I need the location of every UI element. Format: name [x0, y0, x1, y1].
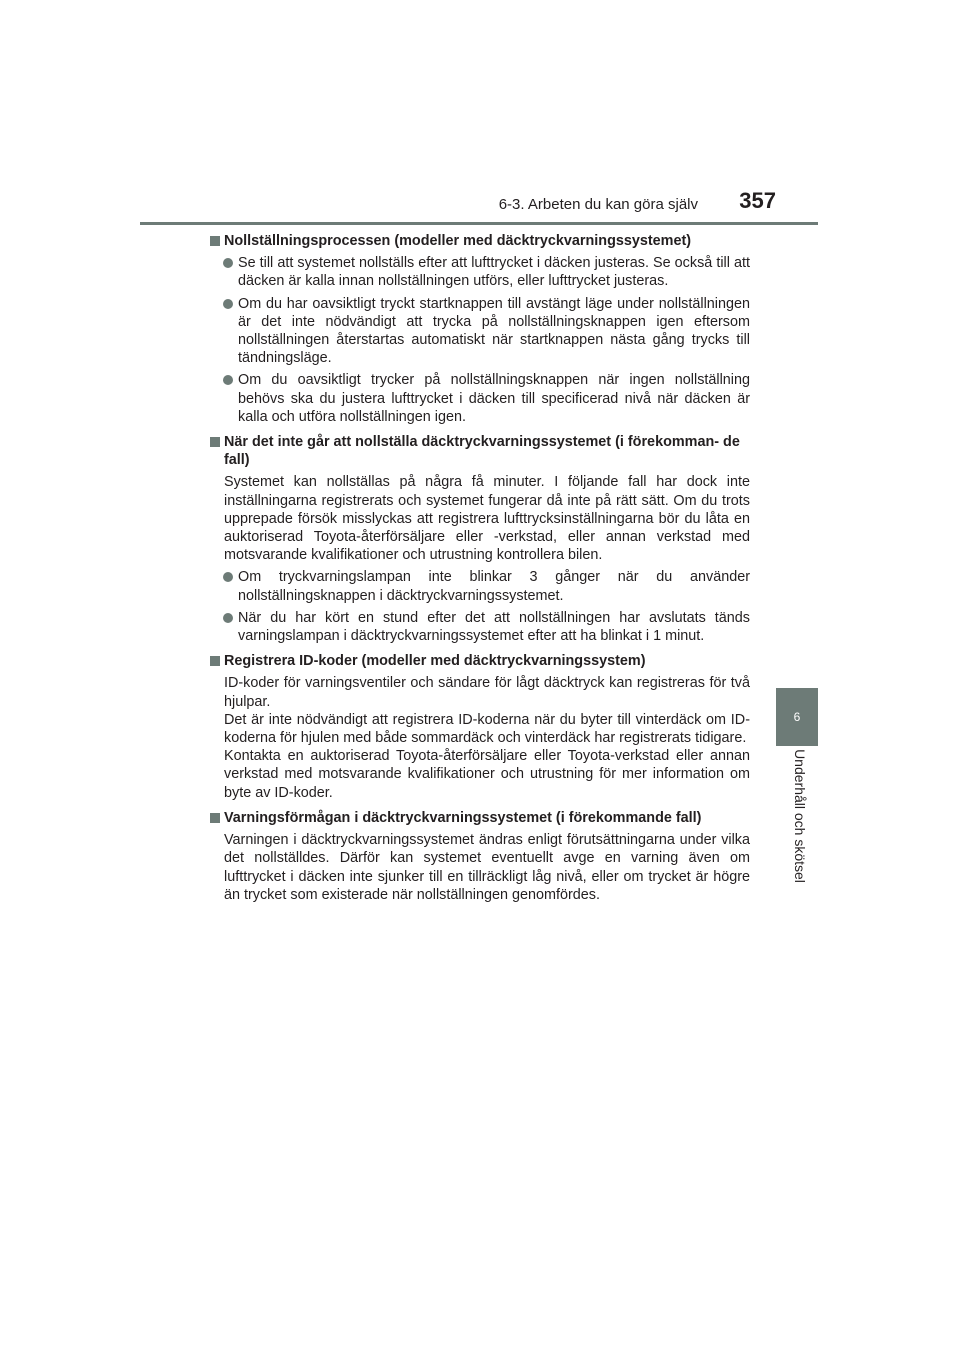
square-bullet-icon	[210, 656, 220, 666]
chapter-number: 6	[793, 710, 801, 724]
paragraph: Varningen i däcktryckvarningssystemet ändras enligt förutsättningarna under vilka det nollställdes. Därför kan systemet eventuellt avge en varning även om lufttrycket i däcken inte sjunker till en tillräckligt låg nivå, eller om trycket är högre än trycket som existerade när nollställningen genomfördes.	[224, 832, 750, 903]
page-number: 357	[739, 188, 776, 213]
circle-bullet-icon	[223, 299, 233, 309]
circle-bullet-icon	[223, 613, 233, 623]
square-bullet-icon	[210, 437, 220, 447]
section-heading: Nollställningsprocessen (modeller med däcktryckvarningssystemet)	[210, 232, 750, 250]
section-heading: Registrera ID-koder (modeller med däcktryckvarningssystem)	[210, 652, 750, 670]
section-heading: Varningsförmågan i däcktryckvarningssystemet (i förekommande fall)	[210, 809, 750, 827]
list-item: Om tryckvarningslampan inte blinkar 3 gånger när du använder nollställningsknappen i däcktryckvarningssystemet.	[210, 568, 750, 604]
chapter-title: Underhåll och skötsel	[792, 749, 808, 883]
page-content	[210, 229, 750, 904]
chapter-tab	[776, 688, 818, 746]
circle-bullet-icon	[223, 258, 233, 268]
list-item: Om du har oavsiktligt tryckt startknappen till avstängt läge under nollställningen är det inte nödvändigt att trycka på nollställningsknappen igen eftersom nollställningen återstartas automatiskt när startknappen nästa gång trycks till tändningsläge.	[210, 295, 750, 368]
list-item: Se till att systemet nollställs efter att lufttrycket i däcken justeras. Se också till att däcken är kalla innan nollställningen utförs, eller lufttrycket justeras.	[210, 254, 750, 290]
section-heading: När det inte går att nollställa däcktryckvarningssystemet (i förekomman- de fall)	[210, 433, 750, 469]
circle-bullet-icon	[223, 375, 233, 385]
list-item: När du har kört en stund efter det att nollställningen har avslutats tänds varningslampan i däcktryckvarningssystemet efter att ha blinkat i 1 minut.	[210, 609, 750, 645]
square-bullet-icon	[210, 236, 220, 246]
paragraph: Systemet kan nollställas på några få minuter. I följande fall har dock inte inställningarna registrerats och systemet fungerar då inte på rätt sätt. Om du trots upprepade försök misslyckas att registrera lufttrycksinställningarna bör du låta en auktoriserad Toyota-återförsäljare eller -verkstad, eller annan verkstad med motsvarande kvalifikationer och utrustning kontrollera bilen.	[224, 474, 750, 564]
square-bullet-icon	[210, 813, 220, 823]
paragraph: ID-koder för varningsventiler och sändare för lågt däcktryck kan registreras för två hjulpar. Det är inte nödvändigt att registrera ID-koderna när du byter till vinterdäck om ID-koderna för hjulen med både sommardäck och vinterdäck har registrerats tidigare. Kontakta en auktoriserad Toyota-återförsäljare eller Toyota-verkstad eller annan verkstad med motsvarande kvalifikationer och utrustning för mer information om byte av ID-koder.	[224, 675, 750, 801]
section-label: 6-3. Arbeten du kan göra själv	[498, 196, 698, 213]
circle-bullet-icon	[223, 572, 233, 582]
header-rule	[140, 222, 818, 225]
list-item: Om du oavsiktligt trycker på nollställningsknappen när ingen nollställning behövs ska du justera lufttrycket i däcken till specificerad nivå när däcken är kalla och utföra nollställningen igen.	[210, 371, 750, 426]
